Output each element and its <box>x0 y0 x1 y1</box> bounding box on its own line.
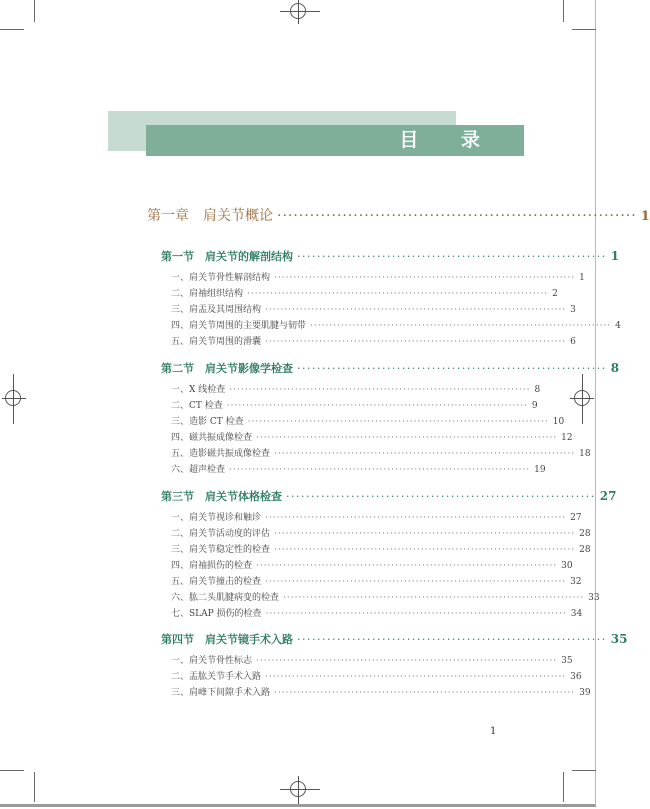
toc-item[interactable] <box>171 446 591 459</box>
toc-item[interactable] <box>171 574 582 587</box>
leader-dots: ·············································································· <box>274 545 576 555</box>
toc-item-label: 五、造影磁共振成像检查 <box>171 449 271 459</box>
crop-mark <box>34 0 35 22</box>
toc-item-page: 36 <box>570 672 582 682</box>
toc-section[interactable] <box>161 631 628 647</box>
toc-item-label: 三、肩关节稳定性的检查 <box>171 545 271 555</box>
leader-dots: ·············································································· <box>229 385 531 395</box>
toc-item[interactable] <box>171 606 583 619</box>
leader-dots: ······························································ <box>297 633 607 646</box>
toc-item[interactable] <box>171 302 576 315</box>
toc-item[interactable] <box>171 685 591 698</box>
crop-mark <box>563 772 564 802</box>
leader-dots: ·············································································· <box>310 321 612 331</box>
toc-item-page: 27 <box>570 513 582 523</box>
toc-section[interactable] <box>161 360 620 376</box>
crop-mark <box>572 770 596 771</box>
title-banner <box>146 125 524 156</box>
toc-item-label: 二、肩关节活动度的评估 <box>171 529 271 539</box>
toc-item-label: 三、造影 CT 检查 <box>171 417 244 427</box>
toc-section-page: 1 <box>610 249 620 263</box>
toc-item[interactable] <box>171 334 576 347</box>
toc-item[interactable] <box>171 414 565 427</box>
toc-item-page: 4 <box>615 321 621 331</box>
leader-dots: ······························································ <box>297 250 607 263</box>
toc-item-page: 28 <box>579 529 591 539</box>
leader-dots: ·············································································· <box>274 449 576 459</box>
toc-item-page: 32 <box>570 577 582 587</box>
toc-section-page: 8 <box>610 361 620 375</box>
toc-item-page: 3 <box>570 305 576 315</box>
toc-item-label: 五、肩关节周围的滑囊 <box>171 337 262 347</box>
toc-item-label: 三、肩峰下间隙手术入路 <box>171 688 271 698</box>
toc-item-label: 四、肩关节周围的主要肌腱与韧带 <box>171 321 307 331</box>
toc-item-page: 2 <box>552 289 558 299</box>
toc-section[interactable] <box>161 248 620 264</box>
toc-item[interactable] <box>171 398 538 411</box>
toc-item-label: 七、SLAP 损伤的检查 <box>171 609 262 619</box>
leader-dots: ·············································································· <box>265 513 567 523</box>
toc-section-label: 第二节 肩关节影像学检查 <box>161 362 293 375</box>
toc-item[interactable] <box>171 270 585 283</box>
leader-dots: ·············································································· <box>274 529 576 539</box>
toc-item-label: 二、盂肱关节手术入路 <box>171 672 262 682</box>
leader-dots: ·············································································· <box>283 593 585 603</box>
toc-item-page: 34 <box>570 609 583 619</box>
toc-item[interactable] <box>171 653 573 666</box>
toc-item[interactable] <box>171 510 582 523</box>
leader-dots: ·············································································· <box>256 433 558 443</box>
leader-dots: ·············································································· <box>229 465 531 475</box>
toc-chapter[interactable] <box>147 205 650 225</box>
leader-dots: ·············································································· <box>226 401 528 411</box>
toc-item-page: 1 <box>579 273 585 283</box>
leader-dots: ·············································································· <box>274 273 576 283</box>
leader-dots: ·············································································· <box>265 672 567 682</box>
toc-item-page: 28 <box>579 545 591 555</box>
toc-item[interactable] <box>171 558 573 571</box>
leader-dots: ·············································································· <box>265 337 567 347</box>
toc-section-label: 第一节 肩关节的解剖结构 <box>161 250 293 263</box>
toc-item[interactable] <box>171 590 600 603</box>
toc-section-page: 35 <box>610 632 628 646</box>
toc-item-label: 一、X 线检查 <box>171 385 226 395</box>
toc-item-label: 六、超声检查 <box>171 465 226 475</box>
toc-item-label: 四、磁共振成像检查 <box>171 433 253 443</box>
toc-item[interactable] <box>171 286 558 299</box>
toc-item-label: 六、肱二头肌腱病变的检查 <box>171 593 280 603</box>
toc-item[interactable] <box>171 526 591 539</box>
toc-chapter-page: 1 <box>640 209 650 224</box>
page-title: 目 录 <box>399 129 498 151</box>
toc-item-label: 一、肩关节视诊和触诊 <box>171 513 262 523</box>
toc-item-label: 四、肩袖损伤的检查 <box>171 561 253 571</box>
toc-section-label: 第三节 肩关节体格检查 <box>161 490 282 503</box>
toc-item-page: 6 <box>570 337 576 347</box>
crop-mark <box>563 0 564 22</box>
toc-item[interactable] <box>171 430 573 443</box>
leader-dots: ······························································ <box>286 490 596 503</box>
toc-item-page: 8 <box>534 385 541 395</box>
toc-item-label: 五、肩关节撞击的检查 <box>171 577 262 587</box>
toc-item-page: 18 <box>579 449 591 459</box>
toc-item[interactable] <box>171 318 621 331</box>
toc-item-page: 33 <box>588 593 600 603</box>
leader-dots: ·············································································· <box>265 609 567 619</box>
crop-mark <box>34 772 35 802</box>
toc-item-label: 三、肩盂及其周围结构 <box>171 305 262 315</box>
crop-mark <box>0 29 24 30</box>
toc-item-page: 35 <box>561 656 573 666</box>
toc-item-page: 10 <box>552 417 565 427</box>
toc-item-page: 19 <box>534 465 546 475</box>
toc-section[interactable] <box>161 488 617 504</box>
leader-dots: ·············································································· <box>265 577 567 587</box>
leader-dots: ······························································ <box>297 362 607 375</box>
toc-item-page: 30 <box>561 561 573 571</box>
toc-item[interactable] <box>171 462 546 475</box>
toc-section-page: 27 <box>599 489 617 503</box>
leader-dots: ·············································································· <box>247 289 549 299</box>
leader-dots: ·································································· <box>277 208 637 224</box>
toc-item-page: 12 <box>561 433 573 443</box>
toc-section-label: 第四节 肩关节镜手术入路 <box>161 633 293 646</box>
toc-item[interactable] <box>171 382 541 395</box>
toc-item-label: 二、肩袖组织结构 <box>171 289 244 299</box>
toc-item-label: 一、肩关节骨性标志 <box>171 656 253 666</box>
toc-item[interactable] <box>171 669 582 682</box>
crop-mark <box>572 29 596 30</box>
leader-dots: ·············································································· <box>274 688 576 698</box>
leader-dots: ·············································································· <box>256 561 558 571</box>
leader-dots: ·············································································· <box>247 417 549 427</box>
crop-mark <box>0 770 24 771</box>
toc-item-label: 二、CT 检查 <box>171 401 223 411</box>
page-number: 1 <box>490 726 497 737</box>
toc-chapter-label: 第一章 肩关节概论 <box>147 208 273 224</box>
toc-item-page: 9 <box>531 401 538 411</box>
toc-item-label: 一、肩关节骨性解剖结构 <box>171 273 271 283</box>
toc-item-page: 39 <box>579 688 591 698</box>
leader-dots: ·············································································· <box>256 656 558 666</box>
leader-dots: ·············································································· <box>265 305 567 315</box>
toc-item[interactable] <box>171 542 591 555</box>
